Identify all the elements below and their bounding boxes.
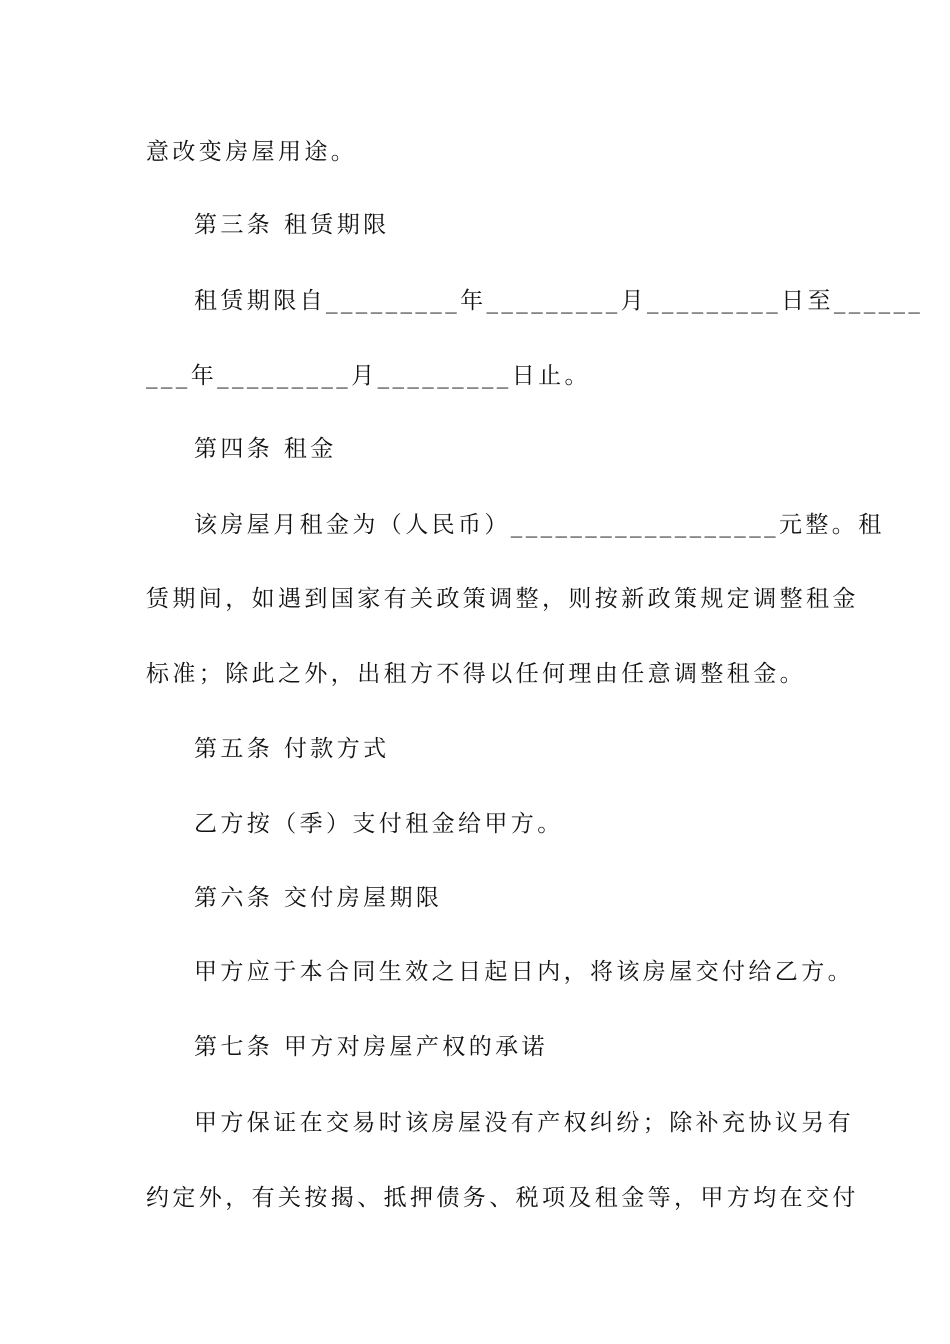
- article-3-heading: 第三条 租赁期限: [194, 212, 390, 238]
- article-7-heading: 第七条 甲方对房屋产权的承诺: [194, 1034, 548, 1060]
- paragraph-line: 约定外，有关按揭、抵押债务、税项及租金等，甲方均在交付: [146, 1185, 859, 1211]
- article-4-heading: 第四条 租金: [194, 436, 337, 462]
- paragraph-line: 甲方应于本合同生效之日起日内，将该房屋交付给乙方。: [194, 959, 854, 985]
- paragraph-line: ___年_________月_________日止。: [146, 363, 591, 389]
- article-6-heading: 第六条 交付房屋期限: [194, 885, 443, 911]
- paragraph-line: 该房屋月租金为（人民币）__________________元整。租: [194, 512, 885, 538]
- paragraph-line: 意改变房屋用途。: [146, 139, 358, 165]
- paragraph-line: 租赁期限自_________年_________月_________日至______: [194, 288, 924, 314]
- paragraph-line: 甲方保证在交易时该房屋没有产权纠纷；除补充协议另有: [194, 1110, 854, 1136]
- paragraph-line: 乙方按（季）支付租金给甲方。: [194, 811, 564, 837]
- paragraph-line: 标准；除此之外，出租方不得以任何理由任意调整租金。: [146, 661, 806, 687]
- article-5-heading: 第五条 付款方式: [194, 736, 390, 762]
- paragraph-line: 赁期间，如遇到国家有关政策调整，则按新政策规定调整租金: [146, 586, 859, 612]
